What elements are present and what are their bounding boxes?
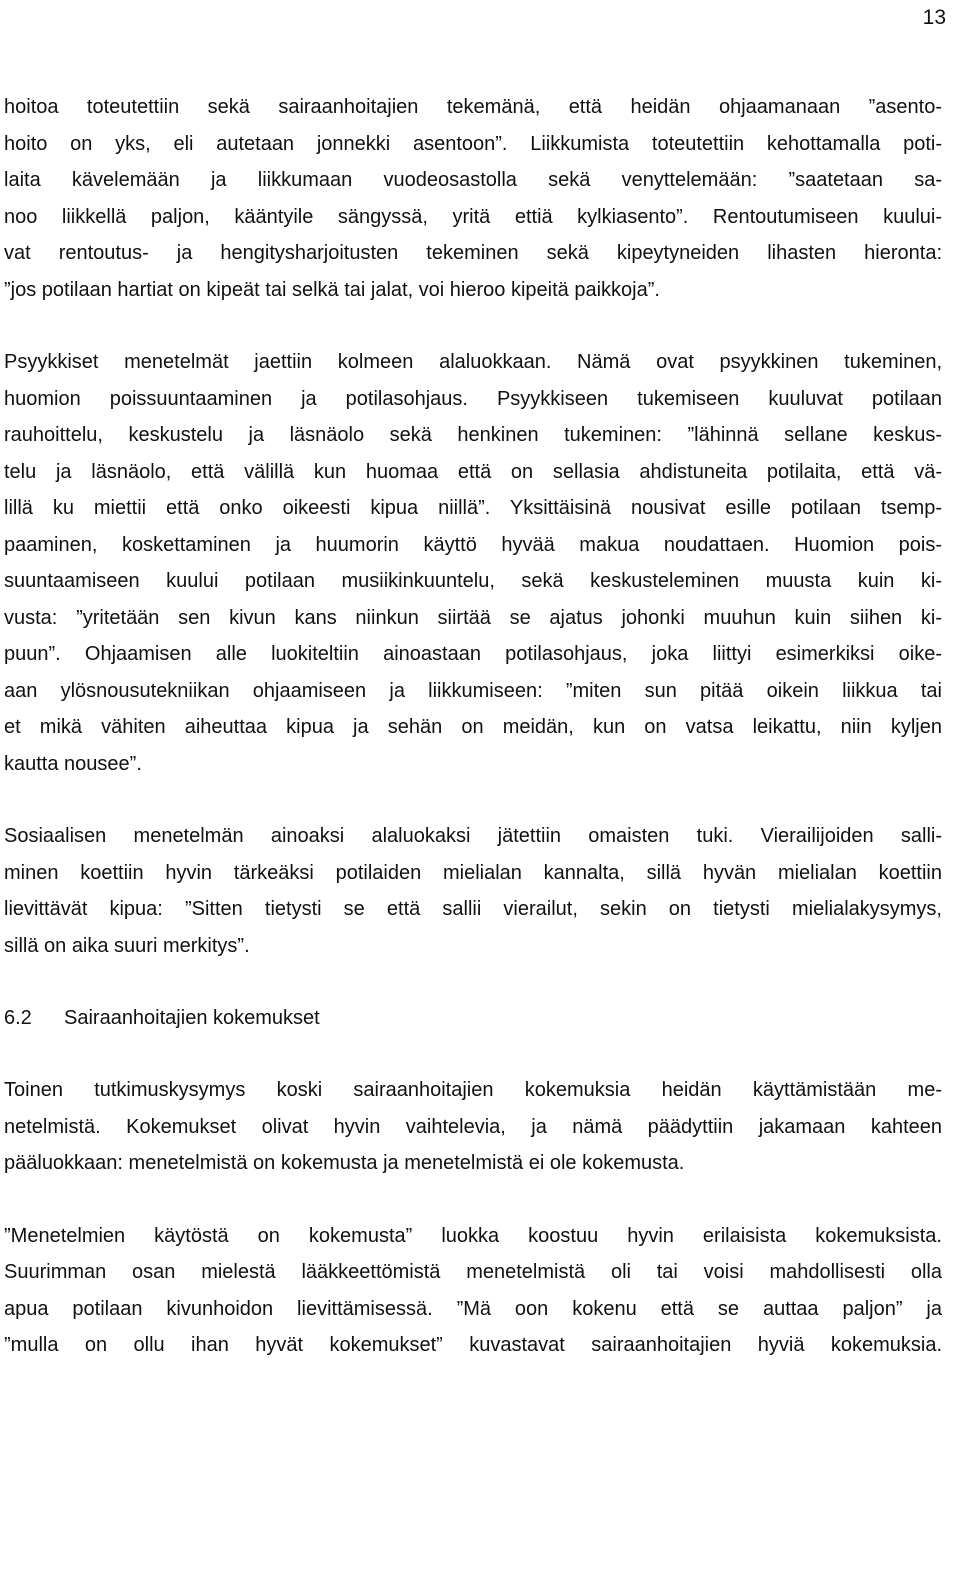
text-line: vat rentoutus- ja hengitysharjoitusten tekeminen sekä kipeytyneiden lihasten hieronta: bbox=[4, 242, 942, 264]
text-line: rauhoittelu, keskustelu ja läsnäolo sekä henkinen tukeminen: ”lähinnä sellane keskus- bbox=[4, 424, 942, 446]
section-heading bbox=[4, 1000, 942, 1036]
paragraph-social bbox=[4, 818, 942, 964]
text-line: ”Menetelmien käytöstä on kokemusta” luokka koostuu hyvin erilaisista kokemuksista. bbox=[4, 1224, 942, 1247]
text-line: ”jos potilaan hartiat on kipeät tai selkä tai jalat, voi hieroo kipeitä paikkoja”. bbox=[4, 278, 660, 301]
section-title: Sairaanhoitajien kokemukset bbox=[64, 1007, 320, 1029]
text-line: apua potilaan kivunhoidon lievittämisessä. ”Mä oon kokenu että se auttaa paljon” ja bbox=[4, 1297, 942, 1320]
text-line: netelmistä. Kokemukset olivat hyvin vaihtelevia, ja nämä päädyttiin jakamaan kahteen bbox=[4, 1115, 942, 1138]
paragraph-experiences bbox=[4, 1218, 942, 1364]
document-body bbox=[4, 89, 942, 1400]
section-number: 6.2 bbox=[4, 1007, 32, 1029]
paragraph-treatment bbox=[4, 89, 942, 308]
text-line: hoito on yks, eli autetaan jonnekki asentoon”. Liikkumista toteutettiin kehottamalla poti- bbox=[4, 132, 942, 155]
paragraph-psychological bbox=[4, 344, 942, 782]
text-line: telu ja läsnäolo, että välillä kun huomaa että on sellasia ahdistuneita potilaita, että vä- bbox=[4, 460, 942, 483]
text-line: kautta nousee”. bbox=[4, 752, 142, 775]
text-line: suuntaamiseen kuului potilaan musiikinkuuntelu, sekä keskusteleminen muusta kuin ki- bbox=[4, 570, 942, 592]
text-line: minen koettiin hyvin tärkeäksi potilaiden mielialan kannalta, sillä hyvän mielialan koettiin bbox=[4, 861, 942, 884]
text-line: Sosiaalisen menetelmän ainoaksi alaluokaksi jätettiin omaisten tuki. Vierailijoiden salli- bbox=[4, 825, 942, 847]
text-line: vusta: ”yritetään sen kivun kans niinkun siirtää se ajatus johonki muuhun kuin siihen ki- bbox=[4, 606, 942, 629]
text-line: lievittävät kipua: ”Sitten tietysti se että sallii vierailut, sekin on tietysti mielialakysymys, bbox=[4, 898, 942, 920]
text-line: aan ylösnousutekniikan ohjaamiseen ja liikkumiseen: ”miten sun pitää oikein liikkua tai bbox=[4, 679, 942, 702]
text-line: paaminen, koskettaminen ja huumorin käyttö hyvää makua noudattaen. Huomion pois- bbox=[4, 533, 942, 556]
text-line: ”mulla on ollu ihan hyvät kokemukset” kuvastavat sairaanhoitajien hyviä kokemuksia. bbox=[4, 1334, 942, 1356]
page-number: 13 bbox=[922, 6, 946, 29]
text-line: et mikä vähiten aiheuttaa kipua ja sehän on meidän, kun on vatsa leikattu, niin kyljen bbox=[4, 716, 942, 738]
text-line: pääluokkaan: menetelmistä on kokemusta ja menetelmistä ei ole kokemusta. bbox=[4, 1152, 685, 1174]
paragraph-research-question bbox=[4, 1072, 942, 1182]
text-line: Toinen tutkimuskysymys koski sairaanhoitajien kokemuksia heidän käyttämistään me- bbox=[4, 1079, 942, 1101]
text-line: hoitoa toteutettiin sekä sairaanhoitajien tekemänä, että heidän ohjaamanaan ”asento- bbox=[4, 96, 942, 118]
text-line: noo liikkellä paljon, kääntyile sängyssä, yritä ettiä kylkiasento”. Rentoutumiseen kuului- bbox=[4, 205, 942, 228]
text-line: sillä on aika suuri merkitys”. bbox=[4, 934, 250, 957]
text-line: lillä ku miettii että onko oikeesti kipua niillä”. Yksittäisinä nousivat esille potilaan tsemp- bbox=[4, 497, 942, 519]
text-line: Psyykkiset menetelmät jaettiin kolmeen alaluokkaan. Nämä ovat psyykkinen tukeminen, bbox=[4, 351, 942, 373]
text-line: huomion poissuuntaaminen ja potilasohjaus. Psyykkiseen tukemiseen kuuluvat potilaan bbox=[4, 387, 942, 410]
text-line: puun”. Ohjaamisen alle luokiteltiin ainoastaan potilasohjaus, joka liittyi esimerkiksi oike- bbox=[4, 643, 942, 665]
text-line: laita kävelemään ja liikkumaan vuodeosastolla sekä venyttelemään: ”saatetaan sa- bbox=[4, 169, 942, 191]
text-line: Suurimman osan mielestä lääkkeettömistä menetelmistä oli tai voisi mahdollisesti olla bbox=[4, 1261, 942, 1283]
